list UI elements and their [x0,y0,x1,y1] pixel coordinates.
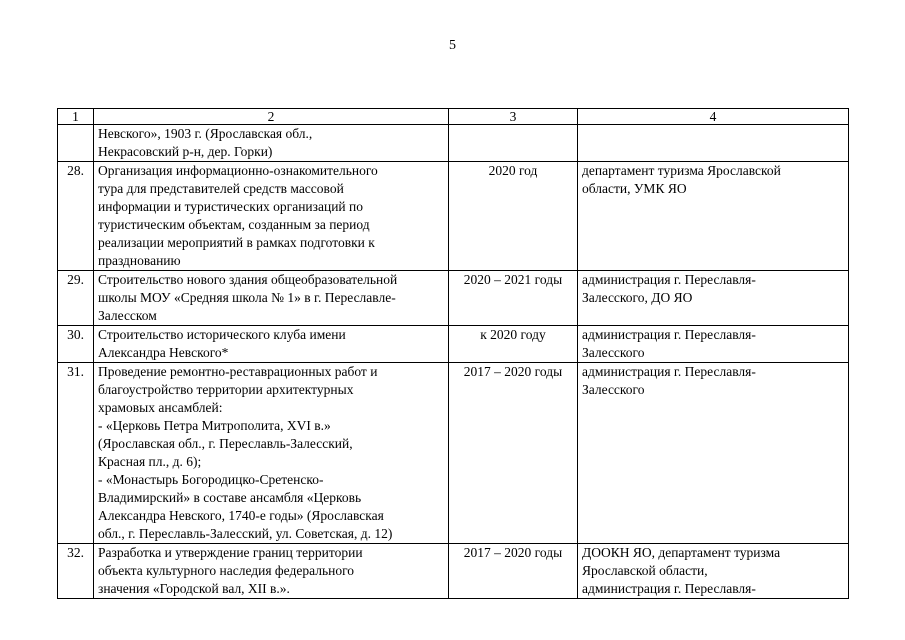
measure-description-line: Александра Невского, 1740-е годы» (Ярославская [98,508,384,523]
table-row [58,125,849,162]
measures-table [57,108,849,599]
implementation-period-line: 2017 – 2020 годы [463,545,563,560]
implementation-period [449,162,578,271]
table-row [58,162,849,271]
measure-description-line: объекта культурного наследия федерального [98,563,355,578]
measure-description-line: - «Церковь Петра Митрополита, XVI в.» [98,418,331,433]
responsible-executors-line: администрация г. Переславля- [582,272,756,287]
implementation-period-line: 2020 год [488,163,538,178]
measure-description [94,125,449,162]
responsible-executors [578,162,849,271]
measure-description-line: Организация информационно-ознакомительного [98,163,378,178]
implementation-period-line: 2017 – 2020 годы [463,364,563,379]
measure-description-line: тура для представителей средств массовой [98,181,344,196]
measure-description-line: Невского», 1903 г. (Ярославская обл., [98,126,313,141]
implementation-period-line: 2020 – 2021 годы [463,272,563,287]
responsible-executors-line: администрация г. Переславля- [582,327,756,342]
responsible-executors-line: Ярославской области, [582,563,708,578]
measure-description-line: Строительство исторического клуба имени [98,327,346,342]
responsible-executors [578,363,849,544]
measure-description-line: школы МОУ «Средняя школа № 1» в г. Переславле- [98,290,396,305]
header-col-1: 1 [58,109,94,125]
responsible-executors-line: Залесского [582,382,645,397]
measure-description-line: значения «Городской вал, XII в.». [98,581,290,596]
implementation-period [449,271,578,326]
responsible-executors [578,125,849,162]
implementation-period [449,326,578,363]
measure-description-line: обл., г. Переславль-Залесский, ул. Советская, д. 12) [98,526,393,541]
measure-description-line: празднованию [98,253,181,268]
measure-description-line: Проведение ремонтно-реставрационных работ и [98,364,378,379]
responsible-executors-line: департамент туризма Ярославской [582,163,781,178]
row-number: 30. [58,326,94,363]
table-row [58,271,849,326]
measure-description [94,271,449,326]
responsible-executors-line: администрация г. Переславля- [582,364,756,379]
implementation-period [449,544,578,599]
measure-description-line: храмовых ансамблей: [98,400,223,415]
measure-description [94,544,449,599]
responsible-executors [578,544,849,599]
responsible-executors-line: области, УМК ЯО [582,181,687,196]
measure-description-line: Некрасовский р-н, дер. Горки) [98,144,273,159]
measure-description-line: (Ярославская обл., г. Переславль-Залесский, [98,436,353,451]
measure-description [94,326,449,363]
implementation-period [449,125,578,162]
measure-description [94,363,449,544]
measure-description-line: Залесском [98,308,157,323]
row-number: 29. [58,271,94,326]
responsible-executors-line: администрация г. Переславля- [582,581,756,596]
row-number: 28. [58,162,94,271]
measure-description-line: - «Монастырь Богородицко-Сретенско- [98,472,324,487]
responsible-executors-line: Залесского [582,345,645,360]
implementation-period-line: к 2020 году [480,327,546,342]
table-row [58,544,849,599]
responsible-executors-line: ДООКН ЯО, департамент туризма [582,545,781,560]
responsible-executors-line: Залесского, ДО ЯО [582,290,693,305]
header-col-2: 2 [94,109,449,125]
table-row [58,326,849,363]
header-col-3: 3 [449,109,578,125]
row-number: 31. [58,363,94,544]
row-number [58,125,94,162]
responsible-executors [578,271,849,326]
table-row [58,363,849,544]
measure-description-line: Александра Невского* [98,345,229,360]
measure-description-line: информации и туристических организаций по [98,199,363,214]
header-col-4: 4 [578,109,849,125]
row-number: 32. [58,544,94,599]
measure-description-line: туристическим объектам, созданным за период [98,217,370,232]
table-header-row [58,109,849,125]
measure-description-line: Разработка и утверждение границ территории [98,545,363,560]
measure-description-line: Красная пл., д. 6); [98,454,202,469]
implementation-period [449,363,578,544]
measure-description-line: благоустройство территории архитектурных [98,382,354,397]
responsible-executors [578,326,849,363]
measure-description-line: реализации мероприятий в рамках подготовки к [98,235,375,250]
page-number: 5 [449,38,456,53]
measure-description [94,162,449,271]
measure-description-line: Строительство нового здания общеобразовательной [98,272,398,287]
measure-description-line: Владимирский» в составе ансамбля «Церковь [98,490,362,505]
